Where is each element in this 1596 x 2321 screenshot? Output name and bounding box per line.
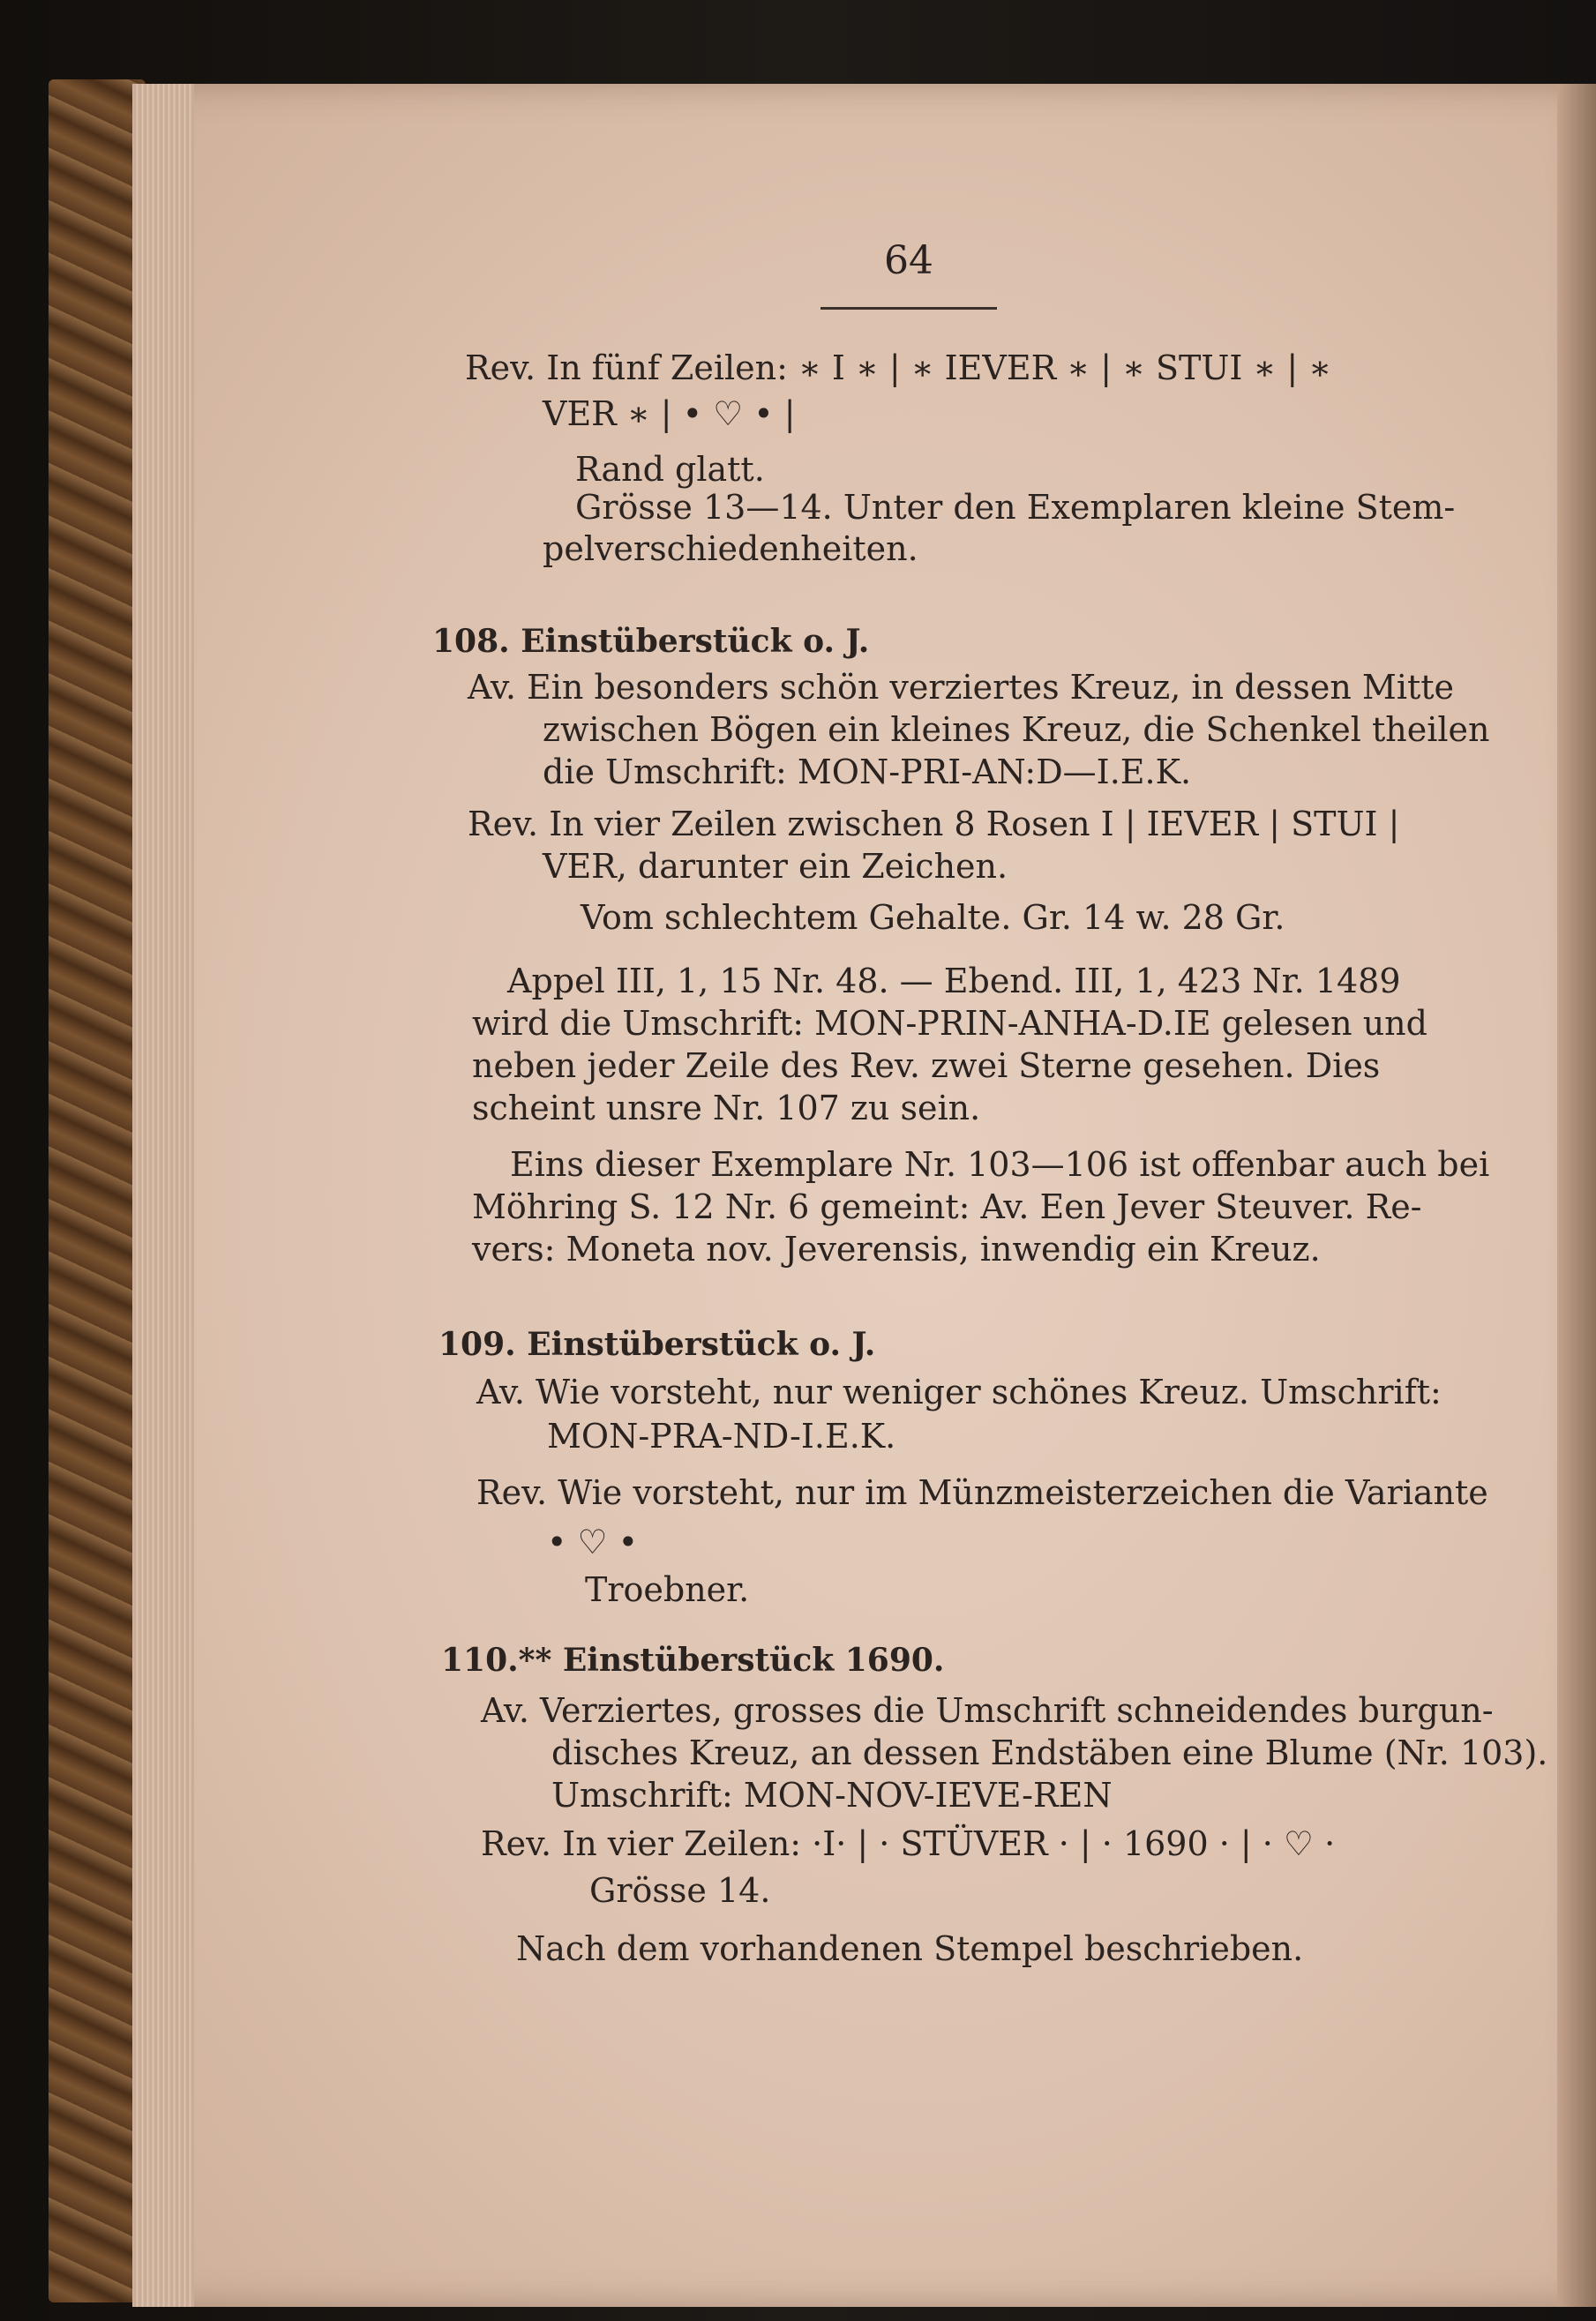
entry-108-para-1: Appel III, 1, 15 Nr. 48. — Ebend. III, 1, 423 Nr. 1489 (507, 962, 1401, 1000)
rev-intro-line-1: Rev. In fünf Zeilen: ∗ I ∗ | ∗ IEVER ∗ | ∗ STUI ∗ | ∗ (465, 348, 1332, 387)
entry-108-av-3: die Umschrift: MON-PRI-AN:D—I.E.K. (543, 752, 1192, 791)
entry-109-heading: 109. Einstüberstück o. J. (438, 1326, 876, 1363)
entry-108-para-4: scheint unsre Nr. 107 zu sein. (472, 1089, 981, 1127)
entry-108-rev-2: VER, darunter ein Zeichen. (543, 847, 1008, 886)
book-binding (49, 79, 146, 2302)
rev-intro-line-4: Grösse 13—14. Unter den Exemplaren kleine Stem- (575, 488, 1456, 527)
entry-109-av-1: Av. Wie vorsteht, nur weniger schönes Kreuz. Umschrift: (476, 1373, 1442, 1411)
entry-110-note: Nach dem vorhandenen Stempel beschrieben. (516, 1929, 1304, 1968)
entry-109-av-2: MON-PRA-ND-I.E.K. (547, 1417, 896, 1456)
rev-intro-line-5: pelverschiedenheiten. (543, 529, 918, 568)
entry-108-av-1: Av. Ein besonders schön verziertes Kreuz, in dessen Mitte (468, 668, 1455, 707)
page-number-rule (820, 307, 997, 310)
entry-108-note-2: Möhring S. 12 Nr. 6 gemeint: Av. Een Jever Steuver. Re- (472, 1187, 1422, 1226)
page-number: 64 (884, 238, 933, 283)
entry-109-rev-2: • ♡ • (547, 1523, 639, 1561)
entry-110-av-2: disches Kreuz, an dessen Endstäben eine Blume (Nr. 103). (551, 1733, 1548, 1772)
entry-110-heading: 110.** Einstüberstück 1690. (441, 1642, 945, 1679)
page-edges (132, 84, 194, 2307)
entry-110-av-1: Av. Verziertes, grosses die Umschrift schneidendes burgun- (481, 1691, 1494, 1730)
entry-110-rev-2: Grösse 14. (589, 1871, 771, 1910)
entry-110-rev-1: Rev. In vier Zeilen: ·I· | · STÜVER · | · 1690 · | · ♡ · (481, 1824, 1336, 1863)
entry-109-rev-3: Troebner. (585, 1570, 750, 1609)
entry-109-rev-1: Rev. Wie vorsteht, nur im Münzmeisterzeichen die Variante (476, 1473, 1488, 1512)
entry-110-av-3: Umschrift: MON-NOV-IEVE-REN (551, 1776, 1113, 1815)
entry-108-note-3: vers: Moneta nov. Jeverensis, inwendig ein Kreuz. (472, 1230, 1321, 1269)
entry-108-rev-3: Vom schlechtem Gehalte. Gr. 14 w. 28 Gr. (581, 898, 1285, 937)
entry-108-para-2: wird die Umschrift: MON-PRIN-ANHA-D.IE gelesen und (472, 1004, 1427, 1043)
rev-intro-line-2: VER ∗ | • ♡ • | (543, 394, 796, 433)
entry-108-rev-1: Rev. In vier Zeilen zwischen 8 Rosen I | IEVER | STUI | (468, 805, 1400, 843)
page-right-edge (1557, 84, 1596, 2307)
entry-108-note-1: Eins dieser Exemplare Nr. 103—106 ist offenbar auch bei (510, 1145, 1490, 1184)
entry-108-para-3: neben jeder Zeile des Rev. zwei Sterne gesehen. Dies (472, 1046, 1381, 1085)
entry-108-av-2: zwischen Bögen ein kleines Kreuz, die Schenkel theilen (543, 710, 1490, 749)
entry-108-heading: 108. Einstüberstück o. J. (432, 623, 870, 660)
rev-intro-line-3: Rand glatt. (575, 450, 765, 489)
